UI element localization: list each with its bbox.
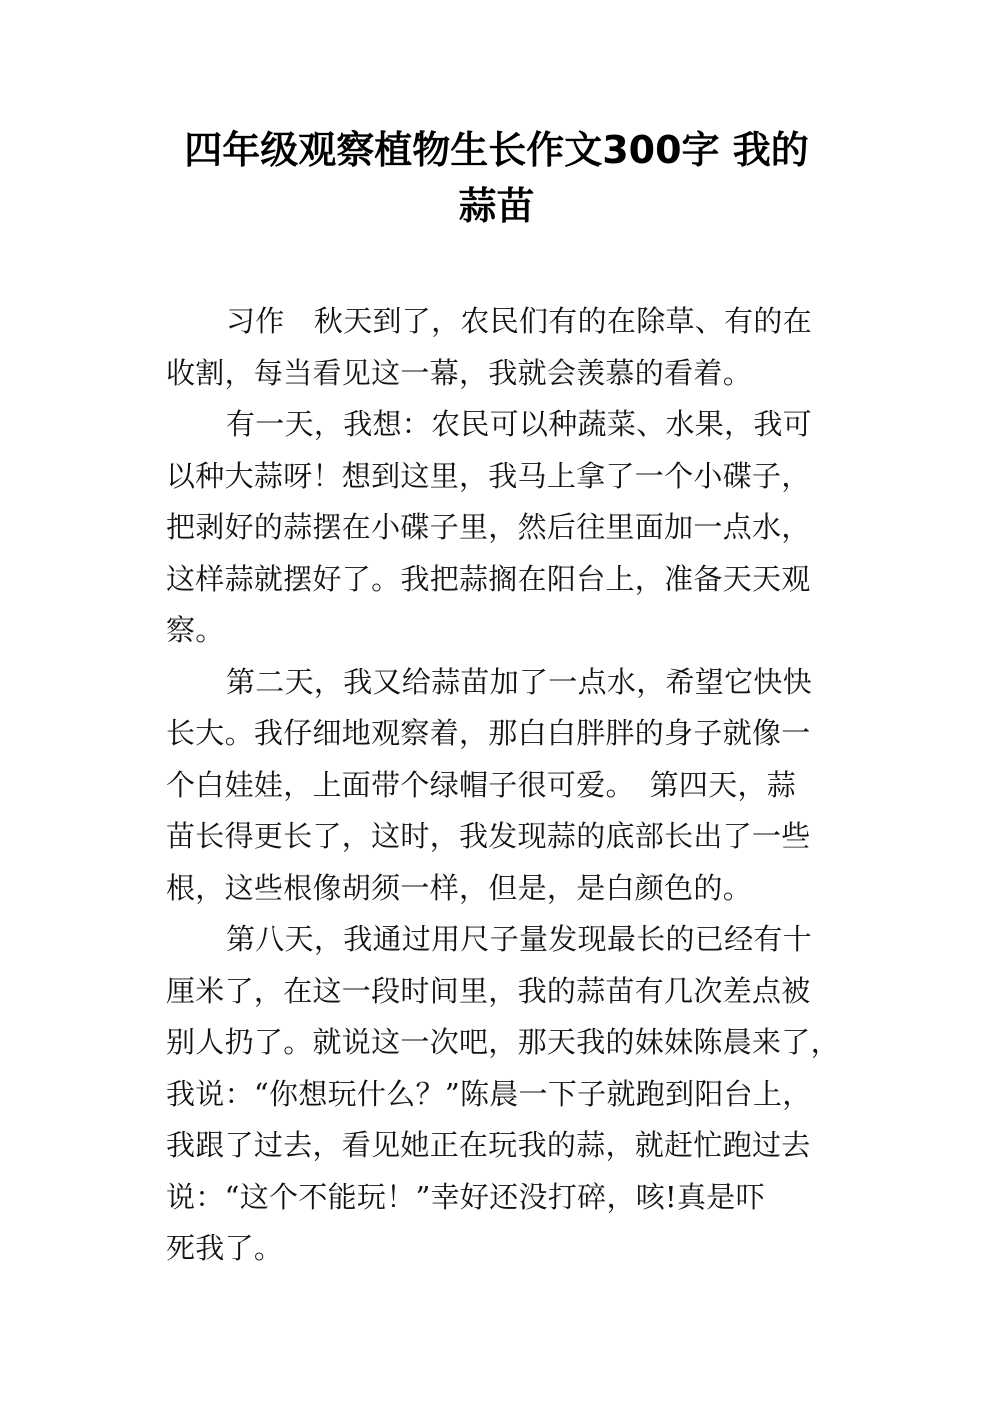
text-line: 苗长得更长了，这时，我发现蒜的底部长出了一些 [166, 819, 811, 853]
text-line: 说：“这个不能玩！”幸好还没打碎，咳!真是吓 [166, 1179, 765, 1214]
paragraph-4 [166, 914, 846, 1275]
text-line: 别人扔了。就说这一次吧，那天我的妹妹陈晨来了， [166, 1025, 840, 1059]
text-line: 习作 秋天到了，农民们有的在除草、有的在 [226, 304, 813, 338]
text-line: 厘米了，在这一段时间里，我的蒜苗有几次差点被 [166, 973, 811, 1008]
text-line: 第八天，我通过用尺子量发现最长的已经有十 [226, 922, 813, 956]
text-line: 长大。我仔细地观察着，那白白胖胖的身子就像一 [166, 716, 811, 750]
document-title [150, 122, 843, 234]
text-line: 第二天，我又给蒜苗加了一点水，希望它快快 [226, 664, 813, 699]
text-line: 有一天，我想：农民可以种蔬菜、水果，我可 [226, 407, 813, 441]
title-line-1: 四年级观察植物生长作文300字 我的 [184, 128, 809, 172]
text-line: 把剥好的蒜摆在小碟子里，然后往里面加一点水， [166, 510, 811, 544]
text-line: 这样蒜就摆好了。我把蒜搁在阳台上，准备天天观 [166, 561, 811, 596]
text-line: 死我了。 [166, 1231, 284, 1265]
text-line: 我说：“你想玩什么？”陈晨一下子就跑到阳台上， [166, 1076, 812, 1111]
paragraph-3 [166, 657, 846, 915]
text-line: 根，这些根像胡须一样，但是，是白颜色的。 [166, 870, 753, 905]
text-line: 以种大蒜呀！想到这里，我马上拿了一个小碟子， [166, 458, 811, 493]
text-line: 察。 [166, 613, 225, 647]
essay-body [166, 296, 846, 1275]
text-line: 个白娃娃，上面带个绿帽子很可爱。 第四天，蒜 [166, 767, 797, 802]
text-line: 收割，每当看见这一幕，我就会羡慕的看着。 [166, 355, 753, 390]
paragraph-1 [166, 296, 846, 399]
paragraph-2 [166, 399, 846, 657]
title-line-2: 蒜苗 [458, 184, 535, 228]
text-line: 我跟了过去，看见她正在玩我的蒜，就赶忙跑过去 [166, 1128, 811, 1162]
